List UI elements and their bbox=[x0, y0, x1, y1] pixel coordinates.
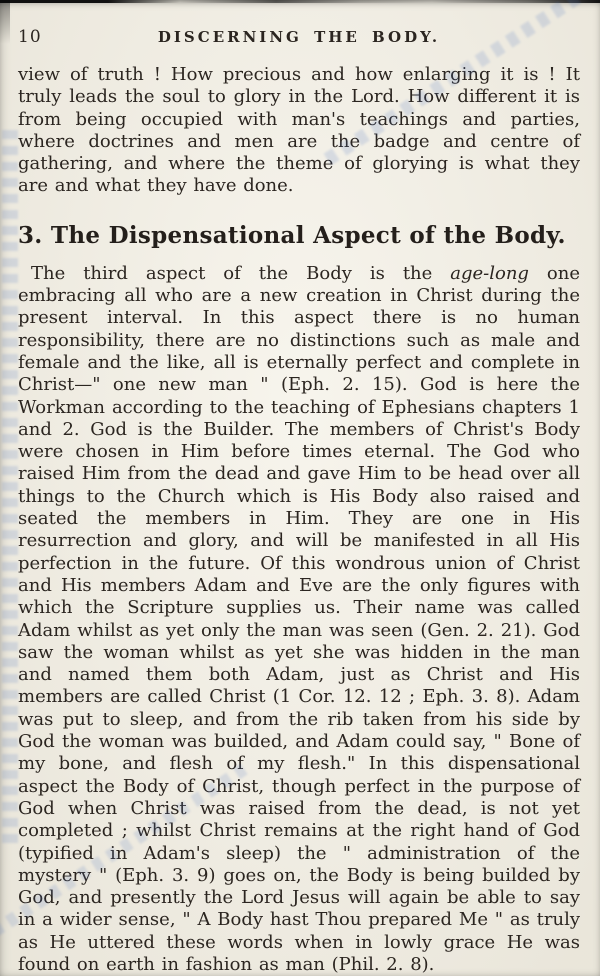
body-paragraph bbox=[18, 263, 580, 976]
paragraph-text-run: The third aspect of the Body is the bbox=[31, 262, 451, 284]
page-body bbox=[18, 64, 580, 976]
section-heading: 3. The Dispensational Aspect of the Body. bbox=[18, 221, 566, 249]
page-number: 10 bbox=[18, 27, 42, 47]
paragraph-text-run: one embracing all who are a new creation in Christ during the present interval. In this aspect there is no human responsibility, there are no distinctions such as male and female and the like, all is eternally perfect and complete in Christ—" one new man " (Eph. 2. 15). God is here the Workman according to the teaching of Ephesians chapters 1 and 2. God is the Builder. The members of Christ's Body were chosen in Him before times eternal. The God who raised Him from the dead and gave Him to be head over all things to the Church which is His Body also raised and seated the members in Him. They are one in His resurrection and glory, and will be manifested in all His perfection in the future. Of this wondrous union of Christ and His members Adam and Eve are the only figures with which the Scripture supplies us. Their name was called Adam whilst as yet only the man was seen (Gen. 2. 21). God saw the woman whilst as yet she was hidden in the man and named them both Adam, just as Christ and His members are called Christ (1 Cor. 12. 12 ; Eph. 3. 8). Adam was put to sleep, and from the rib taken from his side by God the woman was builded, and Adam could say, " Bone of my bone, and flesh of my flesh." In this dispensational aspect the Body of Christ, though perfect in the purpose of God when Christ was raised from the dead, is not yet completed ; whilst Christ remains at the right hand of God (typified in Adam's sleep) the " administration of the mystery " (Eph. 3. 9) goes on, the Body is being builded by God, and presently the Lord Jesus will again be able to say in a wider sense, " A Body hast Thou prepared Me " as truly as He uttered these words when in lowly grace He was found on earth in fashion as man (Phil. 2. 8). bbox=[18, 262, 580, 975]
running-title: DISCERNING THE BODY. bbox=[157, 28, 441, 46]
watermark-left-streak bbox=[2, 130, 18, 850]
scan-blot-artifact bbox=[0, 0, 10, 44]
italic-phrase: age-long bbox=[450, 262, 529, 284]
scan-edge-artifact bbox=[0, 0, 600, 3]
continued-paragraph: view of truth ! How precious and how enlarging it is ! It truly leads the soul to glory in the Lord. How different it is from being occupied with man's teachings and parties, where doctrines and men are the badge and centre of gathering, and where the theme of glorying is what they are and what they have done. bbox=[18, 64, 580, 197]
running-head bbox=[18, 26, 580, 48]
